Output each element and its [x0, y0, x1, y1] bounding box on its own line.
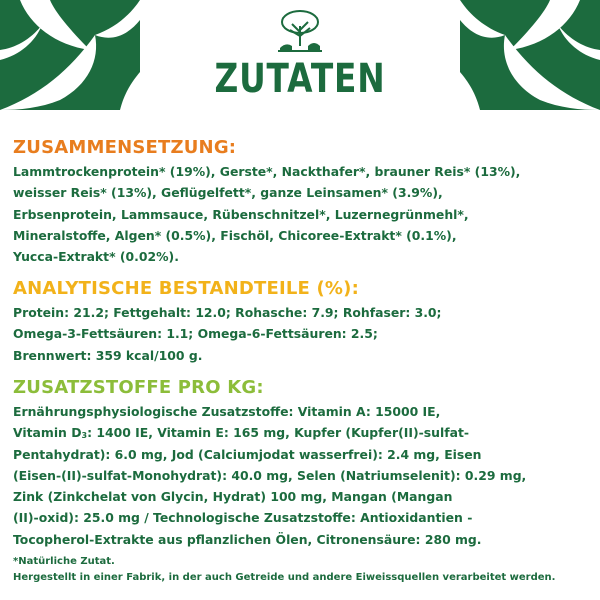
- vitamin-d-subscript: 3: [81, 431, 88, 441]
- additives-line-rest: : 1400 IE, Vitamin E: 165 mg, Kupfer (Kupfer(II)-sulfat-: [87, 425, 470, 441]
- additives-heading: ZUSATZSTOFFE PRO KG:: [13, 377, 264, 398]
- additives-line: [13, 422, 593, 443]
- tree-animals-logo: [272, 8, 328, 56]
- additives-line: Pentahydrat): 6.0 mg, Jod (Calciumjodat wasserfrei): 2.4 mg, Eisen: [13, 446, 482, 462]
- additives-line: (II)-oxid): 25.0 mg / Technologische Zusatzstoffe: Antioxidantien -: [13, 510, 473, 526]
- analytical-line: Protein: 21.2; Fettgehalt: 12.0; Rohasche: 7.9; Rohfaser: 3.0;: [13, 305, 442, 320]
- additives-line: Ernährungsphysiologische Zusatzstoffe: Vitamin A: 15000 IE,: [13, 404, 441, 419]
- composition-line: Mineralstoffe, Algen* (0.5%), Fischöl, Chicoree-Extrakt* (0.1%),: [13, 227, 457, 243]
- analytical-line: Omega-3-Fettsäuren: 1.1; Omega-6-Fettsäuren: 2.5;: [13, 326, 378, 342]
- additives-section: [13, 377, 593, 550]
- analytical-section: [13, 278, 593, 366]
- additives-line: Zink (Zinkchelat von Glycin, Hydrat) 100 mg, Mangan (Mangan: [13, 489, 453, 505]
- vitamin-d-label: Vitamin D: [13, 425, 82, 441]
- analytical-heading: ANALYTISCHE BESTANDTEILE (%):: [13, 278, 359, 299]
- footnote-section: [13, 554, 593, 586]
- natural-ingredient-note: *Natürliche Zutat.: [13, 556, 115, 567]
- additives-line: Tocopherol-Extrakte aus pflanzlichen Ölen, Citronensäure: 280 mg.: [13, 531, 482, 547]
- composition-line: Yucca-Extrakt* (0.02%).: [13, 249, 179, 265]
- composition-section: [13, 137, 593, 267]
- composition-heading: ZUSAMMENSETZUNG:: [13, 137, 237, 158]
- page-title: ZUTATEN: [214, 56, 386, 102]
- composition-line: Erbsenprotein, Lammsauce, Rübenschnitzel*, Luzernegrünmehl*,: [13, 206, 469, 222]
- allergen-note: Hergestellt in einer Fabrik, in der auch Getreide und andere Eiweissquellen verarbeitet werden.: [13, 572, 556, 583]
- additives-line: (Eisen-(II)-sulfat-Monohydrat): 40.0 mg, Selen (Natriumselenit): 0.29 mg,: [13, 467, 527, 483]
- composition-line: Lammtrockenprotein* (19%), Gerste*, Nackthafer*, brauner Reis* (13%),: [13, 164, 521, 179]
- analytical-line: Brennwert: 359 kcal/100 g.: [13, 347, 203, 363]
- composition-line: weisser Reis* (13%), Geflügelfett*, ganze Leinsamen* (3.9%),: [13, 185, 443, 201]
